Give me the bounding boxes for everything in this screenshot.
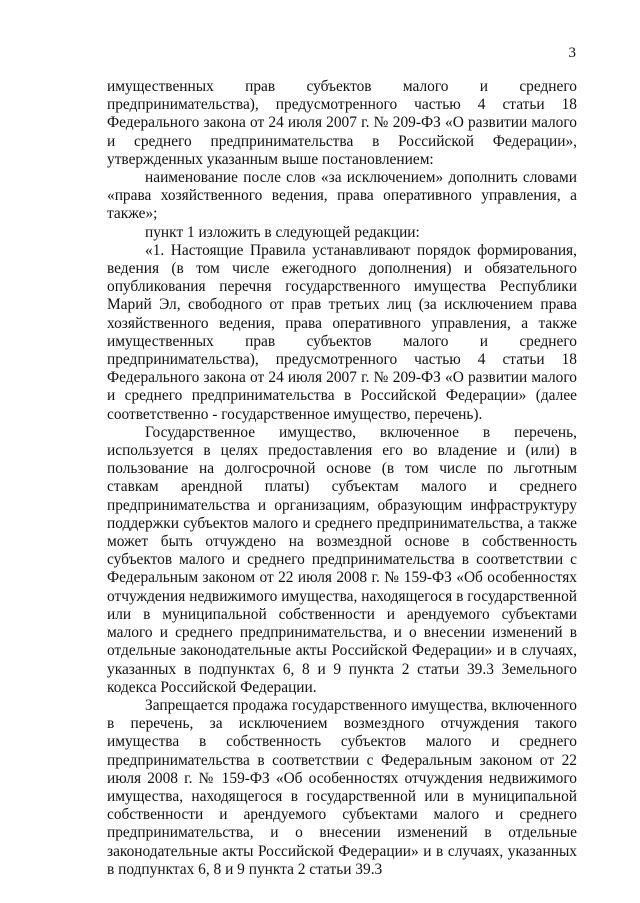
page-number: 3 [568, 45, 576, 61]
paragraph: пункт 1 изложить в следующей редакции: [145, 223, 420, 241]
paragraph: «1. Настоящие Правила устанавливают порядок формирования, ведения (в том числе ежегодного дополнения) и обязательного опубликования перечня государственного имущества Республики Марий Эл, свободного от прав третьих лиц (за исключением права хозяйственного ведения, права оперативного управления, а также имущественных прав субъектов малого и среднего предпринимательства), предусмотренного частью 4 статьи 18 Федерального закона от 24 июля 2007 г. № 209-ФЗ «О развитии малого и среднего предпринимательства в Российской Федерации» (далее соответственно - государственное имущество, перечень). [107, 241, 577, 423]
paragraph: имущественных прав субъектов малого и среднего предпринимательства), предусмотренного частью 4 статьи 18 Федерального закона от 24 июля 2007 г. № 209-ФЗ «О развитии малого и среднего предпринимательства в Российской Федерации», утвержденных указанным выше постановлением: [107, 78, 577, 168]
document-body [107, 78, 577, 879]
paragraph: Государственное имущество, включенное в перечень, используется в целях предоставления его во владение и (или) в пользование на долгосрочной основе (в том числе по льготным ставкам арендной платы) субъектам малого и среднего предпринимательства и организациям, образующим инфраструктуру поддержки субъектов малого и среднего предпринимательства, а также может быть отчуждено на возмездной основе в собственность субъектов малого и среднего предпринимательства в соответствии с Федеральным законом от 22 июля 2008 г. № 159-ФЗ «Об особенностях отчуждения недвижимого имущества, находящегося в государственной или в муниципальной собственности и арендуемого субъектами малого и среднего предпринимательства, и о внесении изменений в отдельные законодательные акты Российской Федерации» и в случаях, указанных в подпунктах 6, 8 и 9 пункта 2 статьи 39.3 Земельного кодекса Российской Федерации. [107, 423, 577, 696]
paragraph: Запрещается продажа государственного имущества, включенного в перечень, за исключением возмездного отчуждения такого имущества в собственность субъектов малого и среднего предпринимательства в соответствии с Федеральным законом от 22 июля 2008 г. № 159-ФЗ «Об особенностях отчуждения недвижимого имущества, находящегося в государственной или в муниципальной собственности и арендуемого субъектами малого и среднего предпринимательства, и о внесении изменений в отдельные законодательные акты Российской Федерации» и в случаях, указанных в подпунктах 6, 8 и 9 пункта 2 статьи 39.3 [107, 696, 577, 878]
paragraph: наименование после слов «за исключением» дополнить словами «права хозяйственного ведения, права оперативного управления, а также»; [107, 169, 577, 223]
